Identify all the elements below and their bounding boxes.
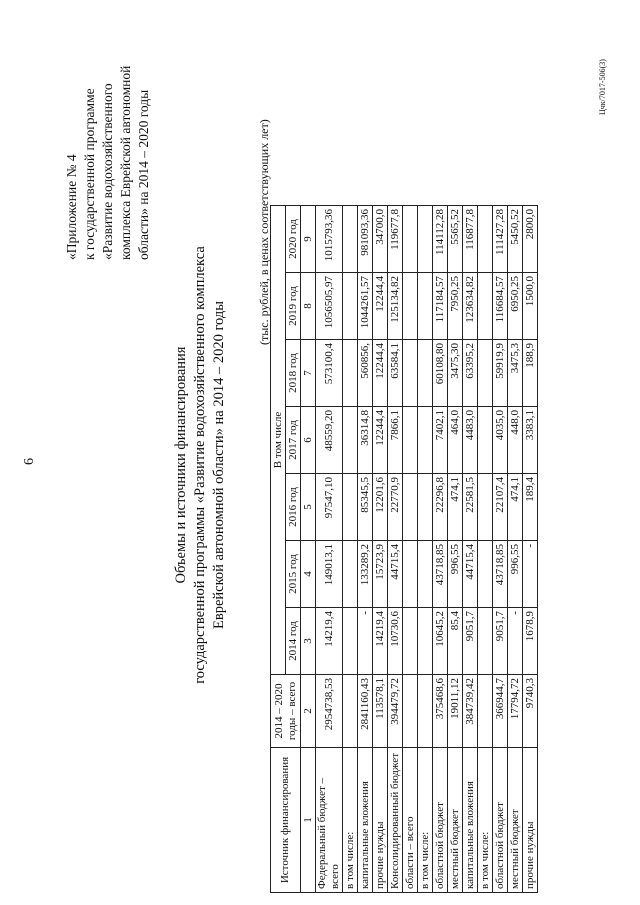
col-number: 2 bbox=[301, 675, 316, 748]
value-cell: 44715,4 bbox=[388, 541, 403, 608]
value-cell: 10730,6 bbox=[388, 608, 403, 675]
row-label: прочие нужды bbox=[373, 748, 388, 893]
value-cell: 97547,10 bbox=[316, 474, 343, 541]
value-cell bbox=[478, 206, 493, 273]
value-cell: 464,0 bbox=[448, 407, 463, 474]
table-row bbox=[448, 206, 463, 893]
row-label: местный бюджет bbox=[508, 748, 523, 893]
value-cell bbox=[478, 407, 493, 474]
value-cell: 7866,1 bbox=[388, 407, 403, 474]
col-number: 4 bbox=[301, 541, 316, 608]
value-cell: 188,9 bbox=[523, 340, 538, 407]
value-cell bbox=[343, 608, 358, 675]
value-cell: 63584,1 bbox=[388, 340, 403, 407]
value-cell: 5565,52 bbox=[448, 206, 463, 273]
value-cell: 366944,7 bbox=[493, 675, 508, 748]
col-number: 5 bbox=[301, 474, 316, 541]
value-cell: 60108,80 bbox=[433, 340, 448, 407]
col-number: 3 bbox=[301, 608, 316, 675]
value-cell bbox=[418, 273, 433, 340]
header-year: 2017 год bbox=[286, 407, 301, 474]
value-cell: - bbox=[508, 608, 523, 675]
table-row bbox=[373, 206, 388, 893]
value-cell bbox=[343, 273, 358, 340]
title-line: Еврейской автономной области» на 2014 – 2020 годы bbox=[211, 301, 227, 629]
value-cell: 560856, bbox=[358, 340, 373, 407]
table-row bbox=[316, 206, 343, 893]
value-cell bbox=[418, 407, 433, 474]
col-number: 9 bbox=[301, 206, 316, 273]
value-cell: 19011,12 bbox=[448, 675, 463, 748]
value-cell: 113578,1 bbox=[373, 675, 388, 748]
table-body bbox=[316, 206, 538, 893]
value-cell: 448,0 bbox=[508, 407, 523, 474]
value-cell bbox=[478, 474, 493, 541]
value-cell: 22107,4 bbox=[493, 474, 508, 541]
value-cell: 6950,25 bbox=[508, 273, 523, 340]
value-cell: 189,4 bbox=[523, 474, 538, 541]
table-row bbox=[463, 206, 478, 893]
title-line: государственной программы «Развитие водохозяйственного комплекса bbox=[192, 246, 208, 684]
value-cell: 34700,0 bbox=[373, 206, 388, 273]
value-cell: 43718,85 bbox=[493, 541, 508, 608]
table-row bbox=[358, 206, 373, 893]
col-number: 7 bbox=[301, 340, 316, 407]
value-cell: 996,55 bbox=[508, 541, 523, 608]
row-label: области – всего bbox=[403, 748, 418, 893]
header-year: 2020 год bbox=[286, 206, 301, 273]
value-cell: 22770,9 bbox=[388, 474, 403, 541]
col-number: 1 bbox=[301, 748, 316, 893]
value-cell bbox=[343, 541, 358, 608]
value-cell bbox=[418, 206, 433, 273]
value-cell: 981093,36 bbox=[358, 206, 373, 273]
title-line: Объемы и источники финансирования bbox=[173, 346, 189, 584]
value-cell: 9740,3 bbox=[523, 675, 538, 748]
value-cell: 123634,82 bbox=[463, 273, 478, 340]
value-cell: 384739,42 bbox=[463, 675, 478, 748]
table-row bbox=[433, 206, 448, 893]
value-cell: 63395,2 bbox=[463, 340, 478, 407]
value-cell: 116684,57 bbox=[493, 273, 508, 340]
table-row bbox=[508, 206, 523, 893]
header-year: 2015 год bbox=[286, 541, 301, 608]
value-cell: 111427,28 bbox=[493, 206, 508, 273]
value-cell: 48559,20 bbox=[316, 407, 343, 474]
value-cell bbox=[403, 206, 418, 273]
appendix-line: «Приложение № 4 bbox=[64, 154, 79, 260]
value-cell: 119677,8 bbox=[388, 206, 403, 273]
row-label: капитальные вложения bbox=[463, 748, 478, 893]
value-cell: 573100,4 bbox=[316, 340, 343, 407]
value-cell: 114112,28 bbox=[433, 206, 448, 273]
value-cell bbox=[403, 675, 418, 748]
value-cell: 125134,82 bbox=[388, 273, 403, 340]
value-cell: 12244,4 bbox=[373, 273, 388, 340]
value-cell: 3475,3 bbox=[508, 340, 523, 407]
value-cell bbox=[418, 608, 433, 675]
value-cell: 4483,0 bbox=[463, 407, 478, 474]
value-cell: 85345,5 bbox=[358, 474, 373, 541]
row-label: областной бюджет bbox=[493, 748, 508, 893]
document-code: Цчк/7017-506(3) bbox=[598, 59, 607, 115]
value-cell: 2800,0 bbox=[523, 206, 538, 273]
value-cell bbox=[403, 273, 418, 340]
value-cell: 5450,52 bbox=[508, 206, 523, 273]
header-year: 2014 год bbox=[286, 608, 301, 675]
row-label: областной бюджет bbox=[433, 748, 448, 893]
header-source: Источник финансирования bbox=[271, 748, 301, 893]
row-label: в том числе: bbox=[343, 748, 358, 893]
financing-table bbox=[270, 205, 538, 893]
row-label: в том числе: bbox=[418, 748, 433, 893]
value-cell: 474,1 bbox=[448, 474, 463, 541]
value-cell: - bbox=[523, 541, 538, 608]
value-cell bbox=[403, 608, 418, 675]
value-cell bbox=[403, 474, 418, 541]
document-title bbox=[172, 185, 229, 745]
header-year: 2019 год bbox=[286, 273, 301, 340]
value-cell bbox=[343, 675, 358, 748]
appendix-line: комплекса Еврейской автономной bbox=[118, 65, 133, 260]
value-cell: 1500,0 bbox=[523, 273, 538, 340]
page-number: 6 bbox=[22, 458, 37, 465]
header-including: В том числе bbox=[271, 206, 286, 675]
value-cell bbox=[343, 206, 358, 273]
value-cell bbox=[478, 608, 493, 675]
value-cell bbox=[418, 541, 433, 608]
value-cell bbox=[403, 541, 418, 608]
value-cell: 2954738,53 bbox=[316, 675, 343, 748]
value-cell: 36314,8 bbox=[358, 407, 373, 474]
value-cell: 22296,8 bbox=[433, 474, 448, 541]
value-cell bbox=[343, 340, 358, 407]
row-label: Федеральный бюджет – всего bbox=[316, 748, 343, 893]
table-row bbox=[418, 206, 433, 893]
value-cell: 1015793,36 bbox=[316, 206, 343, 273]
table-row bbox=[388, 206, 403, 893]
value-cell: 14219,4 bbox=[316, 608, 343, 675]
value-cell bbox=[418, 675, 433, 748]
row-label: Консолидированный бюджет bbox=[388, 748, 403, 893]
table-row bbox=[523, 206, 538, 893]
table-row bbox=[343, 206, 358, 893]
table-row bbox=[478, 206, 493, 893]
col-number: 8 bbox=[301, 273, 316, 340]
value-cell bbox=[478, 340, 493, 407]
value-cell: 7950,25 bbox=[448, 273, 463, 340]
appendix-line: области» на 2014 – 2020 годы bbox=[136, 89, 151, 260]
value-cell bbox=[343, 474, 358, 541]
appendix-line: «Развитие водохозяйственного bbox=[100, 83, 115, 260]
value-cell: 44715,4 bbox=[463, 541, 478, 608]
value-cell: 149013,1 bbox=[316, 541, 343, 608]
value-cell: 3383,1 bbox=[523, 407, 538, 474]
table-row bbox=[403, 206, 418, 893]
value-cell: 116877,8 bbox=[463, 206, 478, 273]
row-label: в том числе: bbox=[478, 748, 493, 893]
value-cell bbox=[418, 340, 433, 407]
col-number: 6 bbox=[301, 407, 316, 474]
value-cell: 117184,57 bbox=[433, 273, 448, 340]
value-cell bbox=[343, 407, 358, 474]
value-cell bbox=[403, 340, 418, 407]
value-cell: 9051,7 bbox=[493, 608, 508, 675]
value-cell: 15723,9 bbox=[373, 541, 388, 608]
value-cell: 12244,4 bbox=[373, 340, 388, 407]
units-note: (тыс. рублей, в ценах соответствующих лет) bbox=[257, 119, 271, 345]
value-cell: 10645,2 bbox=[433, 608, 448, 675]
row-label: местный бюджет bbox=[448, 748, 463, 893]
header-year: 2018 год bbox=[286, 340, 301, 407]
value-cell: 43718,85 bbox=[433, 541, 448, 608]
value-cell bbox=[478, 273, 493, 340]
value-cell: 1044261,57 bbox=[358, 273, 373, 340]
value-cell bbox=[478, 541, 493, 608]
row-label: капитальные вложения bbox=[358, 748, 373, 893]
value-cell bbox=[403, 407, 418, 474]
value-cell: 996,55 bbox=[448, 541, 463, 608]
value-cell: 133289,2 bbox=[358, 541, 373, 608]
appendix-line: к государственной программе bbox=[82, 88, 97, 260]
value-cell: 22581,5 bbox=[463, 474, 478, 541]
value-cell: 9051,7 bbox=[463, 608, 478, 675]
value-cell bbox=[478, 675, 493, 748]
value-cell: 1056505,97 bbox=[316, 273, 343, 340]
value-cell: 12244,4 bbox=[373, 407, 388, 474]
value-cell: 3475,30 bbox=[448, 340, 463, 407]
header-year: 2016 год bbox=[286, 474, 301, 541]
value-cell: 2841160,43 bbox=[358, 675, 373, 748]
value-cell: - bbox=[358, 608, 373, 675]
value-cell: 375468,6 bbox=[433, 675, 448, 748]
value-cell: 7402,1 bbox=[433, 407, 448, 474]
appendix-heading bbox=[63, 10, 153, 260]
row-label: прочие нужды bbox=[523, 748, 538, 893]
value-cell: 1678,9 bbox=[523, 608, 538, 675]
value-cell bbox=[418, 474, 433, 541]
value-cell: 85,4 bbox=[448, 608, 463, 675]
value-cell: 474,1 bbox=[508, 474, 523, 541]
value-cell: 394479,72 bbox=[388, 675, 403, 748]
table-row bbox=[493, 206, 508, 893]
value-cell: 4035,0 bbox=[493, 407, 508, 474]
value-cell: 12201,6 bbox=[373, 474, 388, 541]
value-cell: 59919,9 bbox=[493, 340, 508, 407]
value-cell: 17794,72 bbox=[508, 675, 523, 748]
value-cell: 14219,4 bbox=[373, 608, 388, 675]
header-total: 2014 – 2020 годы – всего bbox=[271, 675, 301, 748]
